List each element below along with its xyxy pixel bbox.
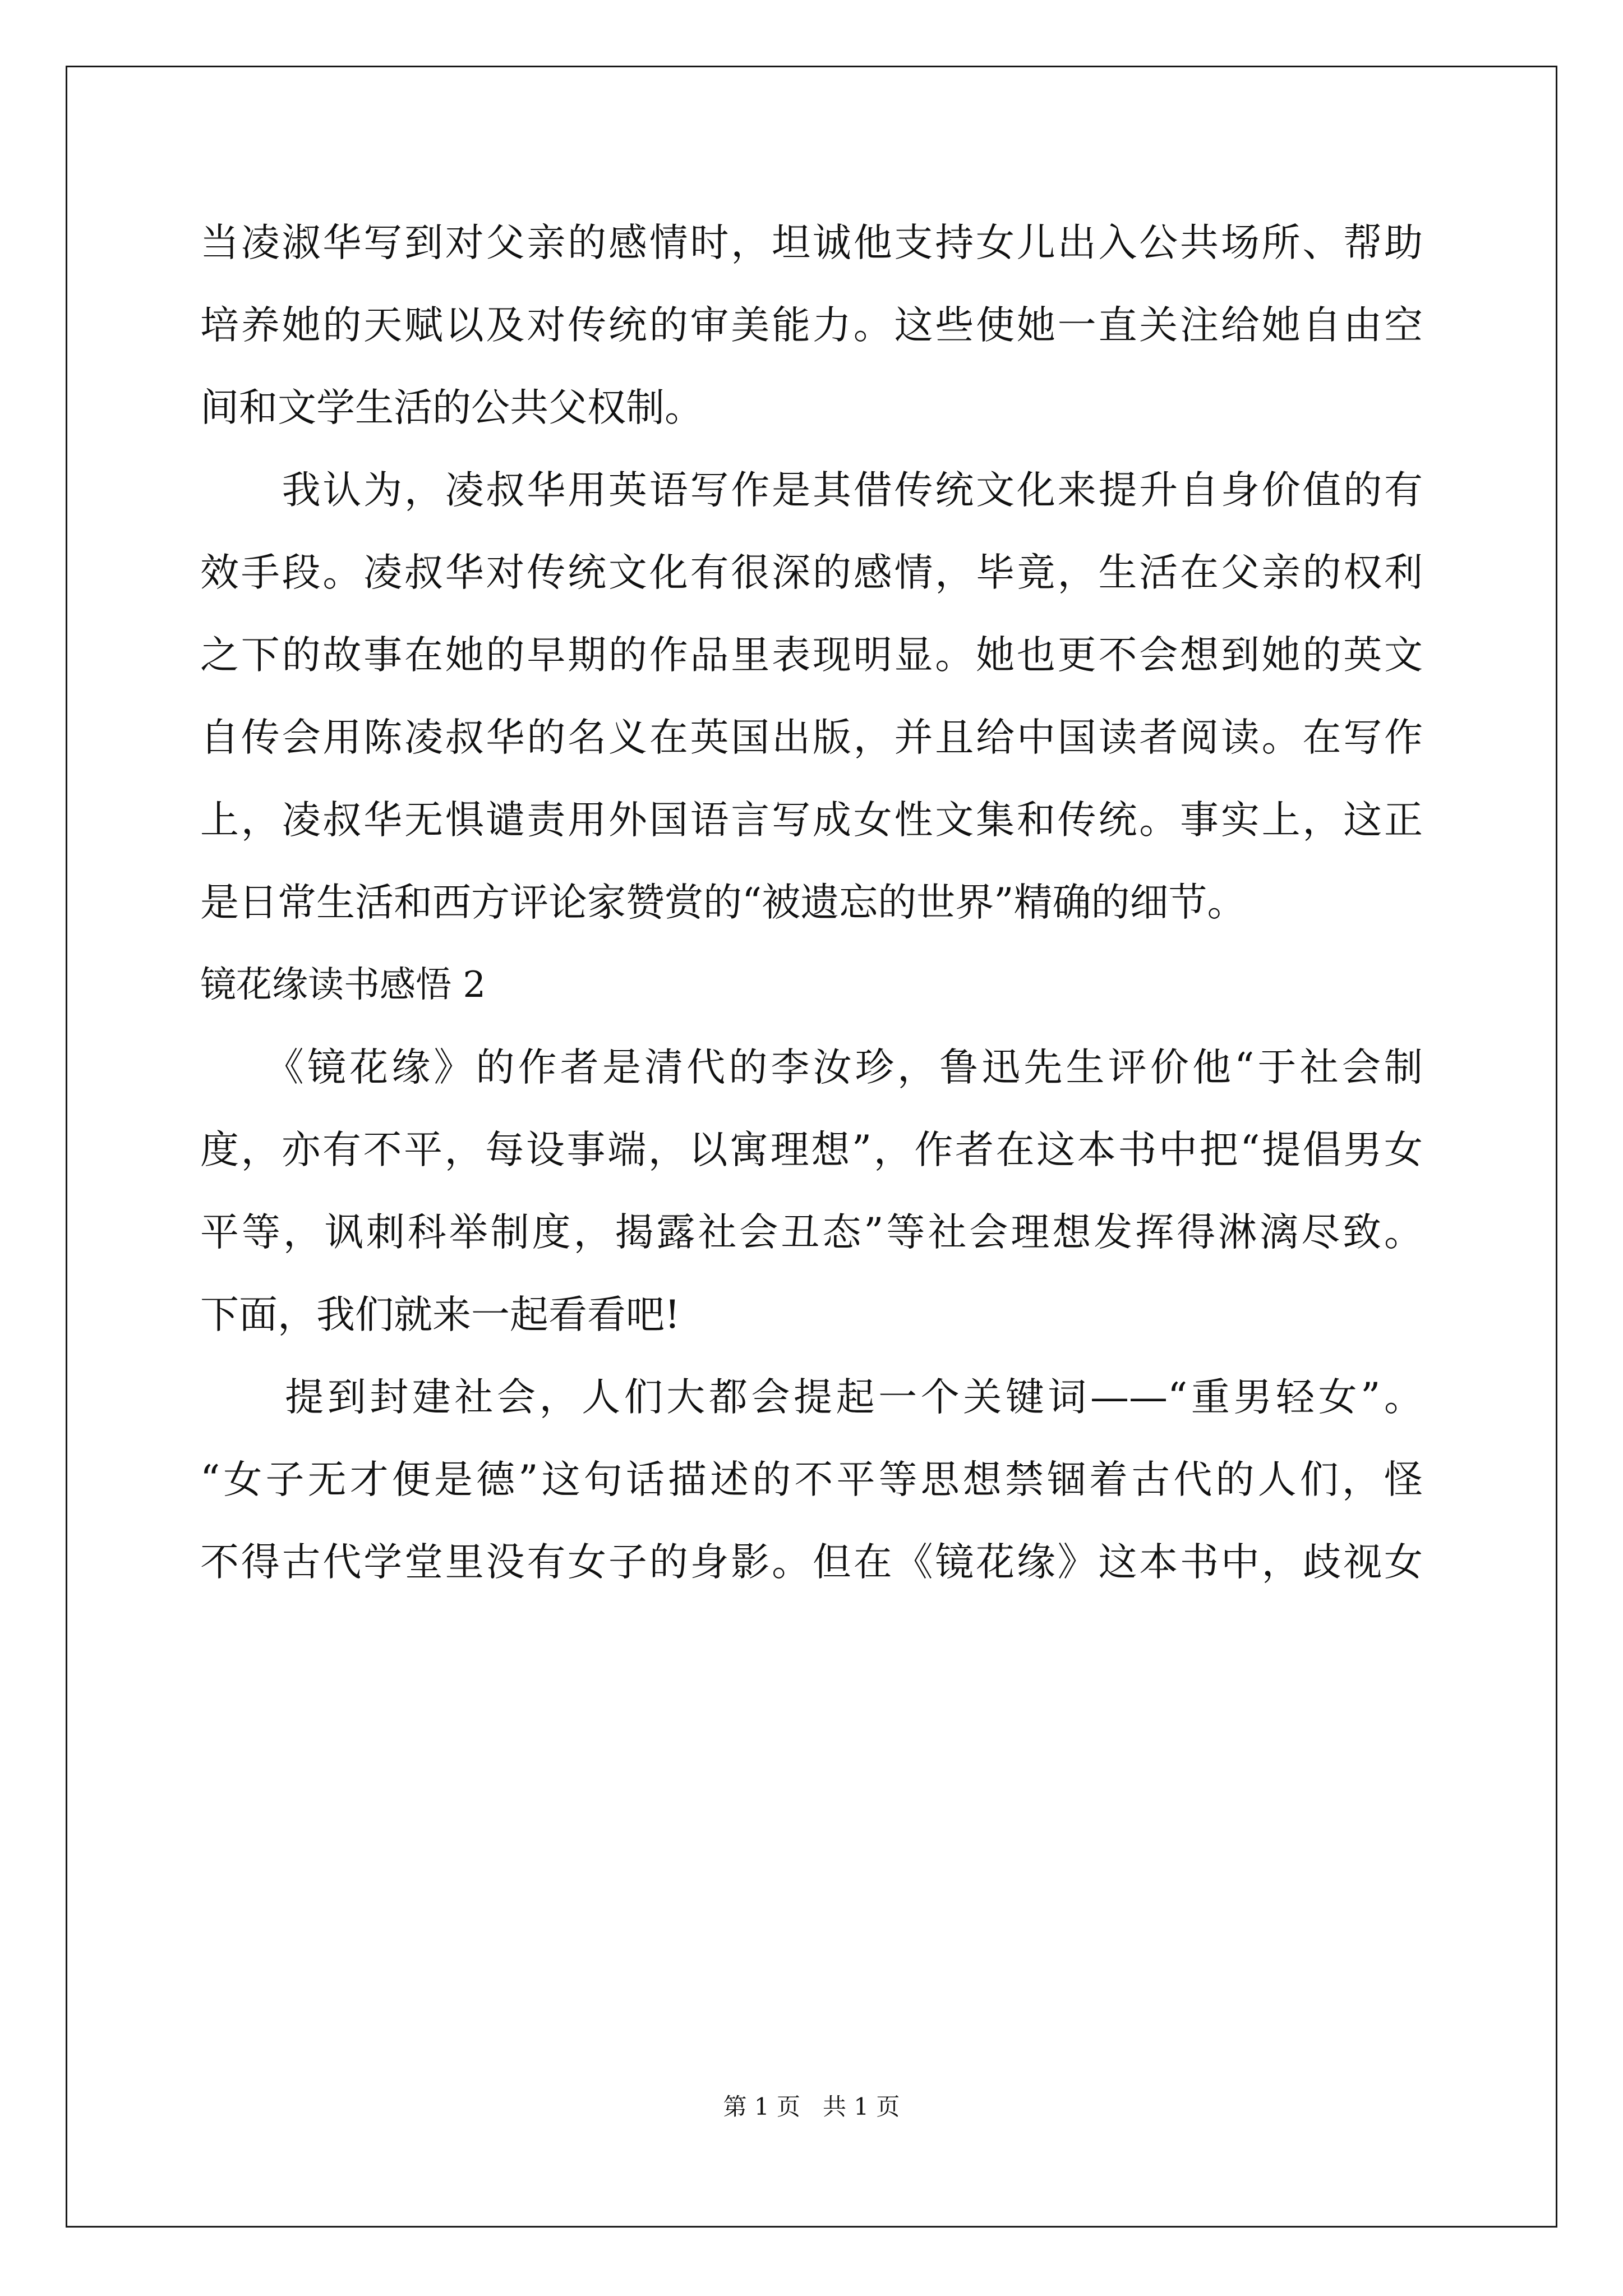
text-line: 提到封建社会，人们大都会提起一个关键词——“重男轻女”。 <box>200 1375 1423 1420</box>
text-line: 当凌淑华写到对父亲的感情时，坦诚他支持女儿出入公共场所、帮助 <box>200 220 1423 265</box>
page-count: 共 1 页 <box>823 2093 900 2120</box>
page-footer <box>0 2091 1623 2123</box>
document-body <box>200 202 1423 1604</box>
text-line: 平等，讽刺科举制度，揭露社会丑态”等社会理想发挥得淋漓尽致。 <box>200 1210 1423 1255</box>
text-line: 上，凌叔华无惧谴责用外国语言写成女性文集和传统。事实上，这正 <box>200 798 1423 843</box>
text-line: 是日常生活和西方评论家赞赏的“被遗忘的世界”精确的细节。 <box>200 880 1246 925</box>
text-line: 培养她的天赋以及对传统的审美能力。这些使她一直关注给她自由空 <box>200 303 1423 348</box>
text-line: “女子无才便是德”这句话描述的不平等思想禁锢着古代的人们，怪 <box>200 1457 1423 1502</box>
text-line: 效手段。凌叔华对传统文化有很深的感情，毕竟，生活在父亲的权利 <box>200 550 1423 595</box>
text-line: 不得古代学堂里没有女子的身影。但在《镜花缘》这本书中，歧视女 <box>200 1540 1423 1585</box>
text-line: 自传会用陈凌叔华的名义在英国出版，并且给中国读者阅读。在写作 <box>200 715 1423 760</box>
section-heading: 镜花缘读书感悟 2 <box>200 964 486 1006</box>
text-line: 间和文学生活的公共父权制。 <box>200 385 703 430</box>
text-line: 之下的故事在她的早期的作品里表现明显。她也更不会想到她的英文 <box>200 633 1423 678</box>
page-number: 第 1 页 <box>723 2093 800 2120</box>
text-line: 度，亦有不平，每设事端，以寓理想”，作者在这本书中把“提倡男女 <box>200 1128 1423 1172</box>
text-line: 《镜花缘》的作者是清代的李汝珍，鲁迅先生评价他“于社会制 <box>200 1045 1423 1090</box>
text-line: 下面，我们就来一起看看吧! <box>200 1292 680 1337</box>
text-line: 我认为，凌叔华用英语写作是其借传统文化来提升自身价值的有 <box>200 468 1423 513</box>
